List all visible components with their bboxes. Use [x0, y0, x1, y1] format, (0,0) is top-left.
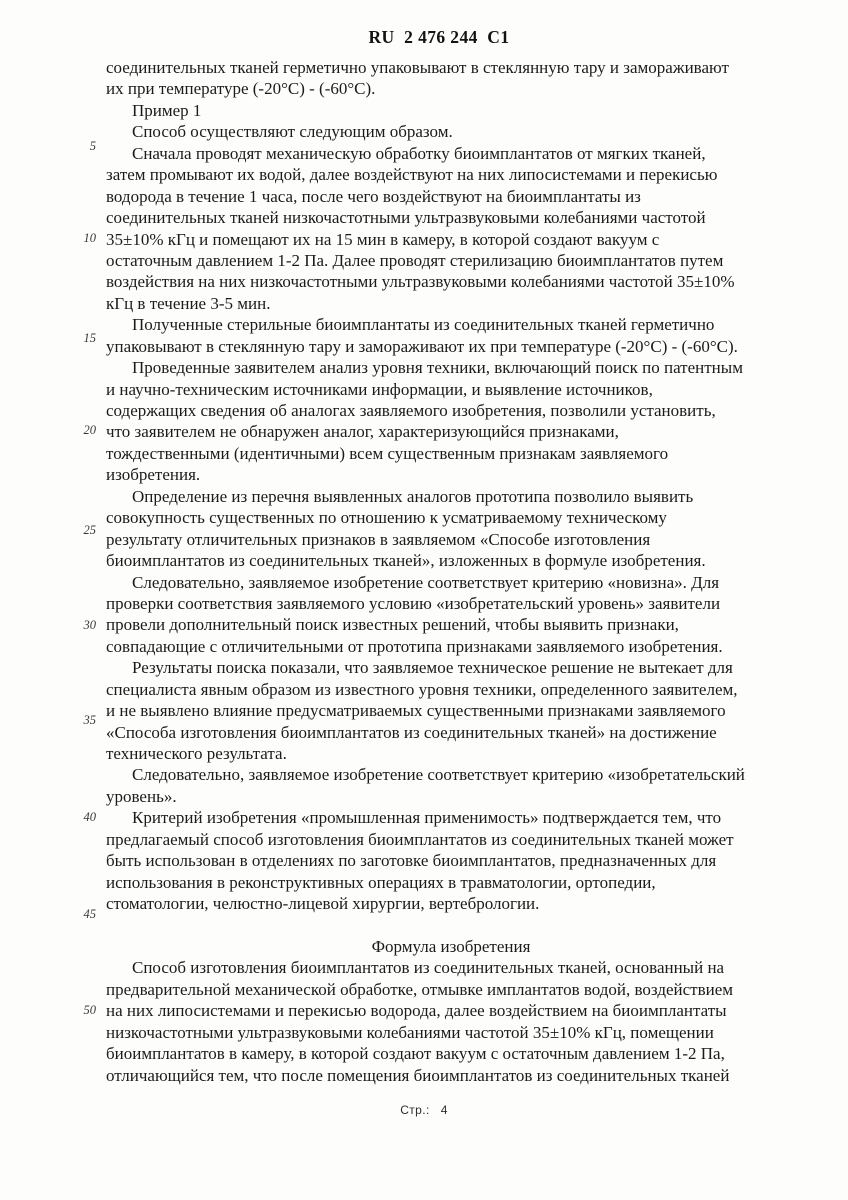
text-line: проверки соответствия заявляемого условию «изобретательский уровень» заявители — [106, 593, 721, 613]
text-line: отличающийся тем, что после помещения биоимплантатов из соединительных тканей — [106, 1065, 730, 1085]
text-line: их при температуре (-20°С) - (-60°С). — [106, 79, 376, 99]
text-line: быть использован в отделениях по заготовке биоимплантатов, предназначенных для — [106, 851, 717, 871]
text-line: биоимплантатов в камеру, в которой создают вакуум с остаточным давлением 1-2 Па, — [106, 1044, 725, 1064]
text-line: 35±10% кГц и помещают их на 15 мин в камеру, в которой создают вакуум с — [106, 229, 660, 249]
text-line: совпадающие с отличительными от прототипа признаками заявляемого изобретения. — [106, 636, 723, 656]
text-line: Сначала проводят механическую обработку биоимплантатов от мягких тканей, — [132, 143, 706, 163]
line-number: 30 — [83, 618, 96, 632]
text-line: затем промывают их водой, далее воздействуют на них липосистемами и перекисью — [106, 165, 718, 185]
line-number: 25 — [83, 523, 96, 537]
text-line: Результаты поиска показали, что заявляемое техническое решение не вытекает для — [132, 658, 733, 678]
line-number-gutter — [0, 0, 100, 1200]
text-line: Способ изготовления биоимплантатов из соединительных тканей, основанный на — [132, 958, 725, 978]
line-number: 35 — [83, 713, 96, 727]
text-line: что заявителем не обнаружен аналог, характеризующийся признаками, — [106, 422, 619, 442]
line-number: 20 — [83, 423, 96, 437]
text-line: совокупность существенных по отношению к усматриваемому техническому — [106, 508, 667, 528]
text-line: Определение из перечня выявленных аналогов прототипа позволило выявить — [132, 486, 694, 506]
line-number: 5 — [89, 139, 96, 153]
text-line: соединительных тканей низкочастотными ультразвуковыми колебаниями частотой — [106, 208, 706, 228]
text-line: предварительной механической обработке, отмывке имплантатов водой, воздействием — [106, 979, 734, 999]
text-line: специалиста явным образом из известного уровня техники, определенного заявителем, — [106, 679, 738, 699]
text-line: предлагаемый способ изготовления биоимплантатов из соединительных тканей может — [106, 829, 734, 849]
text-line: содержащих сведения об аналогах заявляемого изобретения, позволили установить, — [106, 401, 716, 420]
text-line: Полученные стерильные биоимплантаты из соединительных тканей герметично — [132, 315, 715, 335]
page-footer-label: Стр.: — [400, 1103, 430, 1117]
text-line: Следовательно, заявляемое изобретение соответствует критерию «изобретательский — [132, 765, 745, 785]
text-line: и не выявлено влияние предусматриваемых существенными признаками заявляемого — [106, 701, 726, 721]
text-line: тождественными (идентичными) всем существенным признакам заявляемого — [106, 443, 669, 463]
line-number: 45 — [83, 907, 96, 921]
patent-publication-number: RU 2 476 244 C1 — [368, 27, 510, 47]
text-line: уровень». — [106, 786, 177, 806]
text-line: использования в реконструктивных операциях в травматологии, ортопедии, — [106, 872, 656, 892]
text-line: упаковывают в стеклянную тару и замораживают их при температуре (-20°С) - (-60°С). — [106, 336, 738, 356]
line-number: 50 — [83, 1003, 96, 1017]
text-line: «Способа изготовления биоимплантатов из соединительных тканей» на достижение — [106, 722, 717, 742]
text-line: провели дополнительный поиск известных решений, чтобы выявить признаки, — [106, 615, 679, 635]
text-line: водорода в течение 1 часа, после чего воздействуют на биоимплантаты из — [106, 186, 641, 206]
text-line: воздействия на них низкочастотными ультразвуковыми колебаниями частотой 35±10% — [106, 272, 735, 292]
text-line: на них липосистемами и перекисью водорода, далее воздействием на биоимплантаты — [106, 1001, 727, 1021]
text-line: Следовательно, заявляемое изобретение соответствует критерию «новизна». Для — [132, 572, 720, 592]
text-line: биоимплантатов из соединительных тканей», изложенных в формуле изобретения. — [106, 551, 706, 571]
text-line: Критерий изобретения «промышленная применимость» подтверждается тем, что — [132, 808, 722, 828]
text-line: соединительных тканей герметично упаковывают в стеклянную тару и замораживают — [106, 58, 729, 77]
page-footer — [0, 1103, 848, 1117]
line-number: 40 — [83, 810, 96, 824]
text-line: технического результата. — [106, 744, 287, 763]
text-line: Способ осуществляют следующим образом. — [132, 122, 453, 142]
text-line: низкочастотными ультразвуковыми колебаниями частотой 35±10% кГц, помещении — [106, 1022, 714, 1042]
blank-line — [106, 915, 796, 936]
text-line: Пример 1 — [132, 100, 202, 120]
line-number: 15 — [83, 331, 96, 345]
page-footer-number: 4 — [440, 1103, 448, 1117]
section-heading: Формула изобретения — [371, 936, 531, 956]
text-block — [106, 57, 796, 1086]
text-line: Проведенные заявителем анализ уровня техники, включающий поиск по патентным — [132, 358, 743, 378]
text-line: изобретения. — [106, 465, 201, 485]
text-line: и научно-техническим источниками информации, и выявление источников, — [106, 379, 653, 399]
text-line: результату отличительных признаков в заявляемом «Способе изготовления — [106, 529, 651, 549]
text-line: стоматологии, челюстно-лицевой хирургии, вертебрологии. — [106, 894, 540, 914]
line-number: 10 — [83, 231, 96, 245]
text-line: кГц в течение 3-5 мин. — [106, 293, 271, 313]
text-line: остаточным давлением 1-2 Па. Далее проводят стерилизацию биоимплантатов путем — [106, 250, 724, 270]
